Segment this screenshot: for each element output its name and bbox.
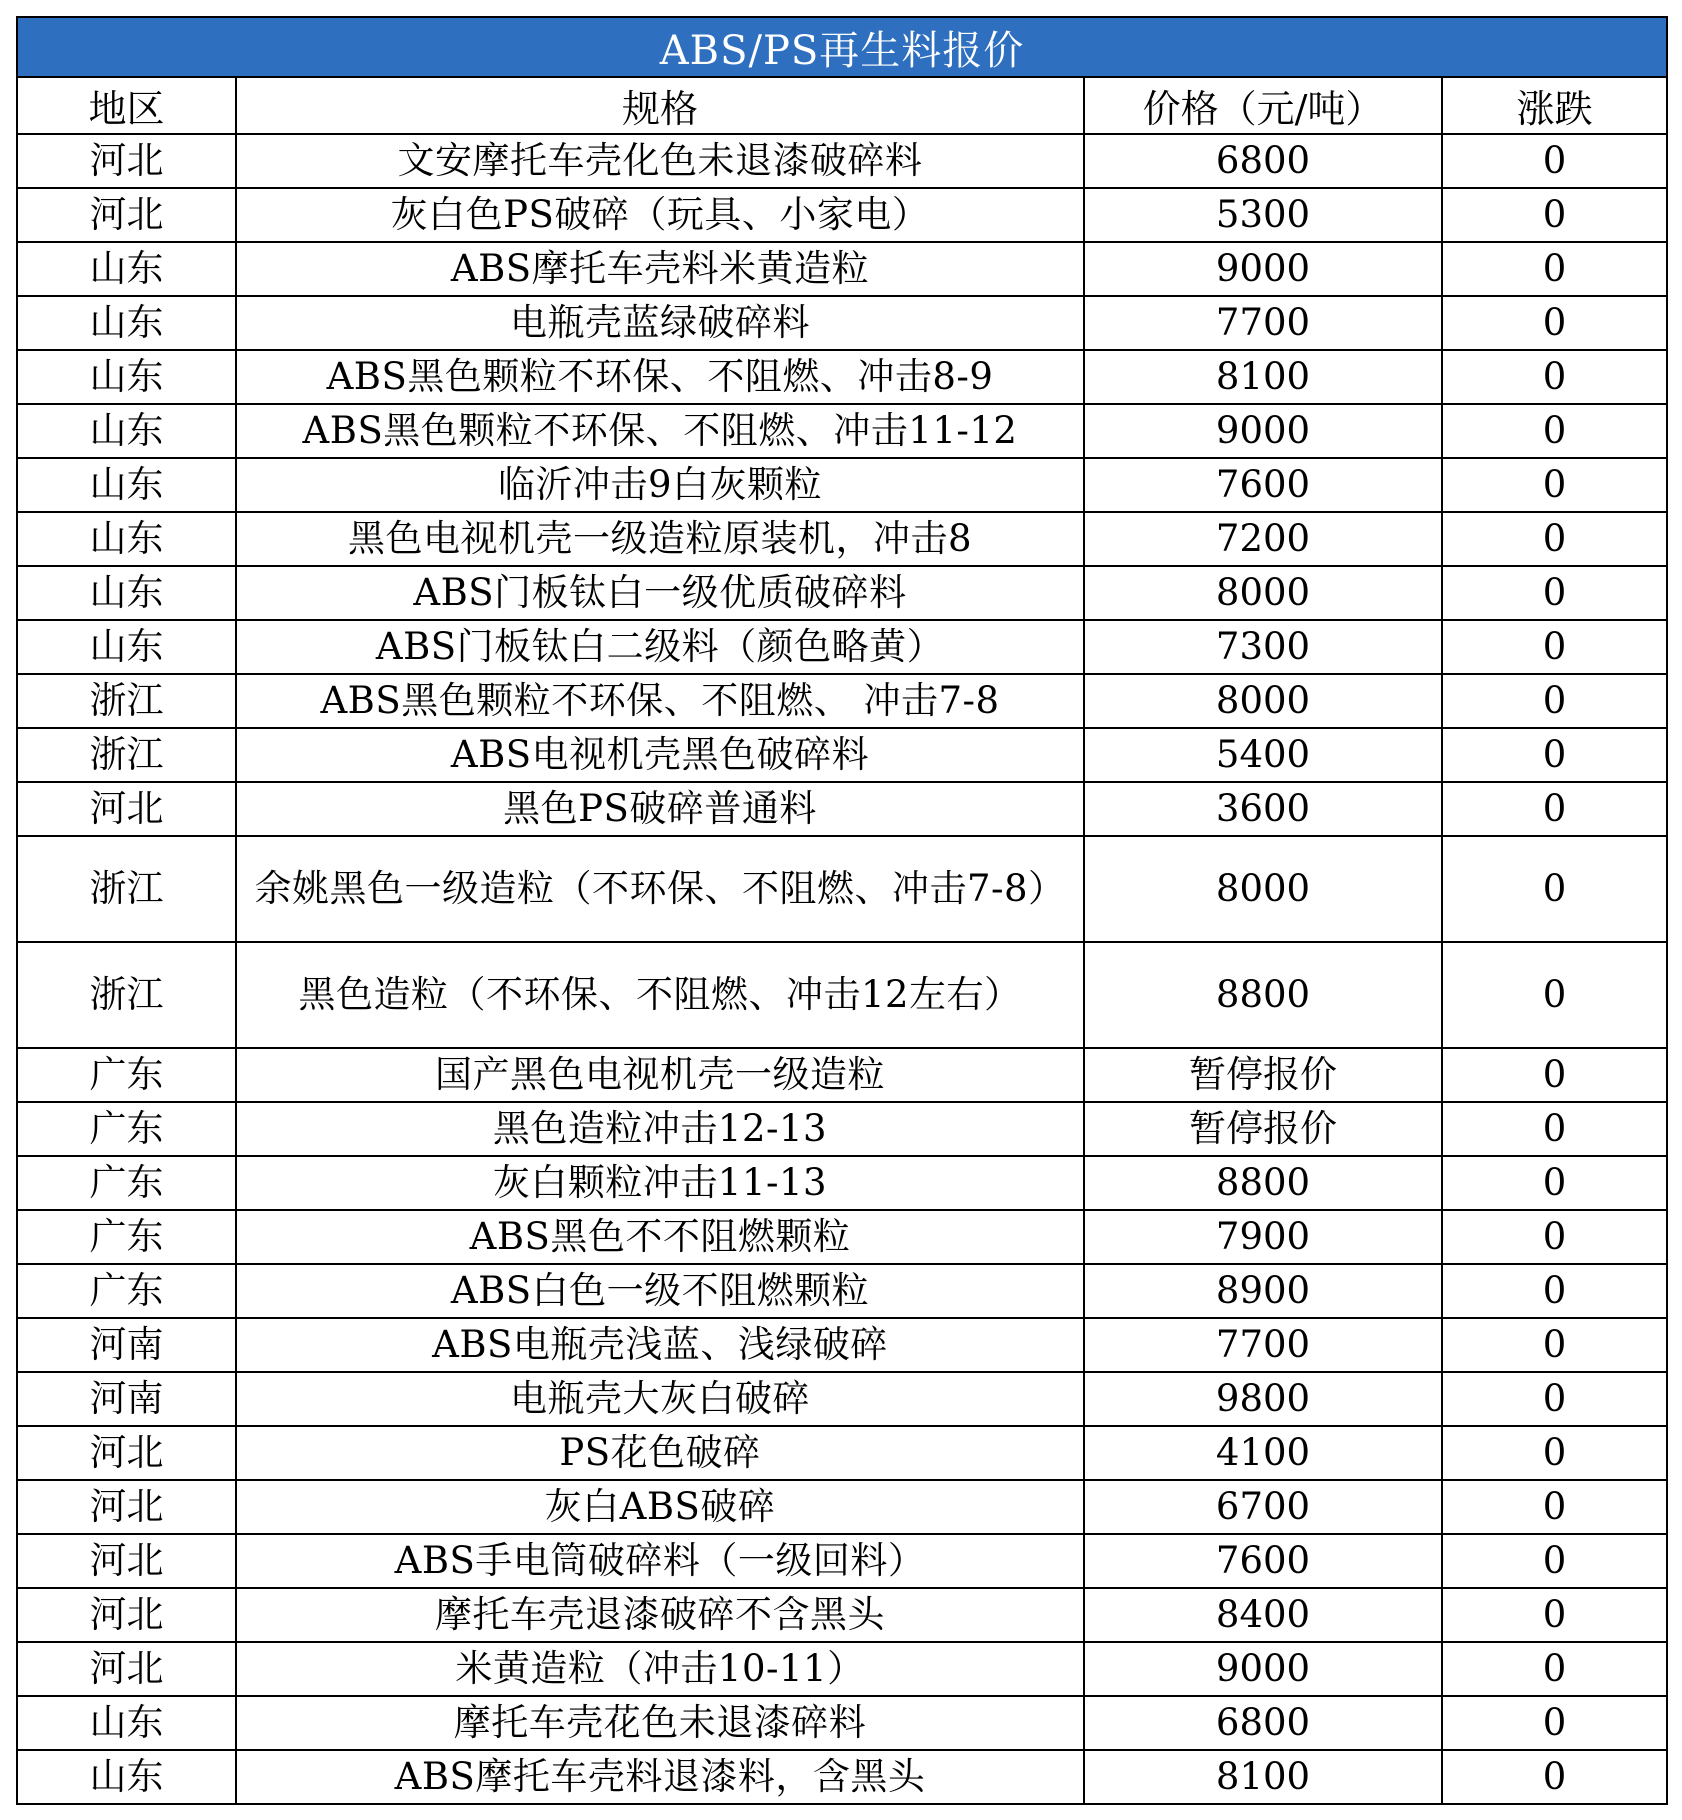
table-row (17, 1156, 1667, 1210)
spec-text: 黑色电视机壳一级造粒原装机，冲击8 (347, 517, 973, 560)
table-row (17, 404, 1667, 458)
table-row (17, 1210, 1667, 1264)
cell-change: 0 (1442, 836, 1667, 942)
spec-text: ABS电瓶壳浅蓝、浅绿破碎 (432, 1323, 888, 1366)
table-row (17, 566, 1667, 620)
header-row (17, 77, 1667, 134)
table-row (17, 134, 1667, 188)
cell-region: 山东 (17, 296, 236, 350)
cell-price: 9000 (1084, 404, 1442, 458)
cell-region: 广东 (17, 1210, 236, 1264)
cell-change: 0 (1442, 1048, 1667, 1102)
table-title: ABS/PS再生料报价 (17, 17, 1667, 77)
cell-change: 0 (1442, 134, 1667, 188)
table-row (17, 1264, 1667, 1318)
cell-price: 8000 (1084, 566, 1442, 620)
cell-spec (236, 728, 1084, 782)
table-row (17, 1426, 1667, 1480)
spec-text: 黑色造粒冲击12-13 (492, 1107, 828, 1150)
cell-region: 山东 (17, 620, 236, 674)
spec-text: PS花色破碎 (559, 1431, 761, 1474)
cell-change: 0 (1442, 1534, 1667, 1588)
table-body (17, 134, 1667, 1804)
table-row (17, 1534, 1667, 1588)
cell-region: 山东 (17, 566, 236, 620)
table-row (17, 620, 1667, 674)
cell-price: 6700 (1084, 1480, 1442, 1534)
cell-region: 河北 (17, 1426, 236, 1480)
cell-spec (236, 1372, 1084, 1426)
cell-spec (236, 782, 1084, 836)
spec-text: 临沂冲击9白灰颗粒 (497, 463, 823, 506)
cell-price: 7600 (1084, 1534, 1442, 1588)
cell-region: 河北 (17, 1534, 236, 1588)
spec-text: ABS门板钛白一级优质破碎料 (413, 571, 907, 614)
cell-price: 3600 (1084, 782, 1442, 836)
cell-spec (236, 134, 1084, 188)
cell-price: 8800 (1084, 942, 1442, 1048)
table-row (17, 512, 1667, 566)
cell-change: 0 (1442, 1696, 1667, 1750)
cell-spec (236, 1318, 1084, 1372)
cell-price: 8900 (1084, 1264, 1442, 1318)
table-row (17, 1750, 1667, 1804)
cell-price: 7700 (1084, 1318, 1442, 1372)
cell-region: 山东 (17, 404, 236, 458)
cell-change: 0 (1442, 566, 1667, 620)
cell-region: 河北 (17, 134, 236, 188)
spec-text: 摩托车壳花色未退漆碎料 (453, 1701, 867, 1744)
cell-spec (236, 1750, 1084, 1804)
cell-change: 0 (1442, 1750, 1667, 1804)
cell-change: 0 (1442, 1210, 1667, 1264)
cell-region: 山东 (17, 1696, 236, 1750)
table-row (17, 674, 1667, 728)
header-change: 涨跌 (1442, 77, 1667, 134)
cell-region: 河北 (17, 782, 236, 836)
cell-price: 6800 (1084, 134, 1442, 188)
table-row (17, 1372, 1667, 1426)
spec-text: 电瓶壳蓝绿破碎料 (510, 301, 810, 344)
cell-spec (236, 512, 1084, 566)
spec-text: 余姚黑色一级造粒（不环保、不阻燃、冲击7-8） (254, 867, 1066, 910)
cell-price: 8800 (1084, 1156, 1442, 1210)
cell-change: 0 (1442, 1264, 1667, 1318)
cell-region: 广东 (17, 1264, 236, 1318)
cell-spec (236, 566, 1084, 620)
table-row (17, 1588, 1667, 1642)
spec-text: ABS黑色颗粒不环保、不阻燃、冲击8-9 (326, 355, 994, 398)
cell-spec (236, 1534, 1084, 1588)
cell-change: 0 (1442, 728, 1667, 782)
cell-price: 8400 (1084, 1588, 1442, 1642)
table-row (17, 1102, 1667, 1156)
spec-text: 米黄造粒（冲击10-11） (455, 1647, 865, 1690)
cell-price: 4100 (1084, 1426, 1442, 1480)
spec-text: 文安摩托车壳化色未退漆破碎料 (397, 139, 923, 182)
cell-price: 8000 (1084, 836, 1442, 942)
spec-text: 电瓶壳大灰白破碎 (510, 1377, 810, 1420)
table-row (17, 782, 1667, 836)
header-region: 地区 (17, 77, 236, 134)
cell-spec (236, 404, 1084, 458)
cell-spec (236, 350, 1084, 404)
cell-region: 广东 (17, 1156, 236, 1210)
header-price: 价格（元/吨） (1084, 77, 1442, 134)
spec-text: 灰白色PS破碎（玩具、小家电） (390, 193, 930, 236)
cell-price: 8100 (1084, 350, 1442, 404)
table-row (17, 836, 1667, 942)
cell-change: 0 (1442, 1156, 1667, 1210)
cell-price: 9000 (1084, 242, 1442, 296)
cell-price: 7300 (1084, 620, 1442, 674)
cell-price: 7200 (1084, 512, 1442, 566)
cell-region: 河北 (17, 1642, 236, 1696)
spec-text: ABS手电筒破碎料（一级回料） (394, 1539, 926, 1582)
spec-text: 黑色造粒（不环保、不阻燃、冲击12左右） (298, 973, 1022, 1016)
cell-change: 0 (1442, 942, 1667, 1048)
cell-region: 河南 (17, 1372, 236, 1426)
table-row (17, 1642, 1667, 1696)
cell-spec (236, 1426, 1084, 1480)
cell-region: 浙江 (17, 942, 236, 1048)
cell-change: 0 (1442, 782, 1667, 836)
cell-change: 0 (1442, 674, 1667, 728)
cell-region: 山东 (17, 458, 236, 512)
spec-text: ABS黑色颗粒不环保、不阻燃、 冲击7-8 (320, 679, 1000, 722)
cell-change: 0 (1442, 296, 1667, 350)
cell-price: 5300 (1084, 188, 1442, 242)
cell-region: 广东 (17, 1102, 236, 1156)
cell-region: 河北 (17, 188, 236, 242)
cell-region: 浙江 (17, 674, 236, 728)
table-row (17, 942, 1667, 1048)
spec-text: ABS黑色颗粒不环保、不阻燃、冲击11-12 (302, 409, 1018, 452)
cell-region: 山东 (17, 1750, 236, 1804)
cell-change: 0 (1442, 1642, 1667, 1696)
cell-spec (236, 1156, 1084, 1210)
spec-text: 国产黑色电视机壳一级造粒 (435, 1053, 885, 1096)
spec-text: ABS摩托车壳料退漆料，含黑头 (394, 1755, 926, 1798)
cell-spec (236, 1642, 1084, 1696)
cell-spec (236, 1048, 1084, 1102)
cell-price: 7900 (1084, 1210, 1442, 1264)
cell-spec (236, 1102, 1084, 1156)
table-row (17, 1048, 1667, 1102)
cell-region: 山东 (17, 242, 236, 296)
cell-price: 暂停报价 (1084, 1102, 1442, 1156)
header-spec: 规格 (236, 77, 1084, 134)
cell-price: 7600 (1084, 458, 1442, 512)
cell-change: 0 (1442, 404, 1667, 458)
cell-change: 0 (1442, 188, 1667, 242)
cell-price: 暂停报价 (1084, 1048, 1442, 1102)
cell-region: 河北 (17, 1480, 236, 1534)
cell-change: 0 (1442, 1318, 1667, 1372)
cell-spec (236, 1480, 1084, 1534)
table-row (17, 1480, 1667, 1534)
spec-text: 黑色PS破碎普通料 (503, 787, 817, 830)
cell-price: 8000 (1084, 674, 1442, 728)
cell-price: 9000 (1084, 1642, 1442, 1696)
cell-region: 浙江 (17, 836, 236, 942)
cell-price: 5400 (1084, 728, 1442, 782)
table-row (17, 458, 1667, 512)
spec-text: 摩托车壳退漆破碎不含黑头 (435, 1593, 885, 1636)
spec-text: 灰白ABS破碎 (544, 1485, 776, 1528)
table-row (17, 728, 1667, 782)
cell-spec (236, 1696, 1084, 1750)
table-row (17, 296, 1667, 350)
cell-region: 浙江 (17, 728, 236, 782)
cell-spec (236, 188, 1084, 242)
spec-text: ABS黑色不不阻燃颗粒 (469, 1215, 851, 1258)
cell-region: 山东 (17, 512, 236, 566)
spec-text: ABS摩托车壳料米黄造粒 (450, 247, 870, 290)
cell-price: 9800 (1084, 1372, 1442, 1426)
table-row (17, 242, 1667, 296)
cell-spec (236, 942, 1084, 1048)
cell-spec (236, 620, 1084, 674)
cell-region: 河北 (17, 1588, 236, 1642)
cell-region: 山东 (17, 350, 236, 404)
cell-spec (236, 1588, 1084, 1642)
cell-spec (236, 1210, 1084, 1264)
cell-price: 6800 (1084, 1696, 1442, 1750)
cell-price: 7700 (1084, 296, 1442, 350)
cell-spec (236, 458, 1084, 512)
cell-change: 0 (1442, 1588, 1667, 1642)
cell-spec (236, 674, 1084, 728)
table-row (17, 1696, 1667, 1750)
cell-region: 广东 (17, 1048, 236, 1102)
cell-change: 0 (1442, 1480, 1667, 1534)
cell-change: 0 (1442, 1372, 1667, 1426)
spec-text: ABS白色一级不阻燃颗粒 (450, 1269, 870, 1312)
cell-price: 8100 (1084, 1750, 1442, 1804)
price-table (16, 16, 1668, 1805)
cell-spec (236, 296, 1084, 350)
spec-text: ABS门板钛白二级料（颜色略黄） (375, 625, 945, 668)
cell-change: 0 (1442, 242, 1667, 296)
cell-change: 0 (1442, 512, 1667, 566)
cell-change: 0 (1442, 350, 1667, 404)
cell-region: 河南 (17, 1318, 236, 1372)
table-row (17, 1318, 1667, 1372)
cell-spec (236, 1264, 1084, 1318)
cell-change: 0 (1442, 1102, 1667, 1156)
cell-spec (236, 242, 1084, 296)
table-row (17, 350, 1667, 404)
spec-text: 灰白颗粒冲击11-13 (492, 1161, 828, 1204)
cell-change: 0 (1442, 1426, 1667, 1480)
spec-text: ABS电视机壳黑色破碎料 (450, 733, 870, 776)
cell-spec (236, 836, 1084, 942)
cell-change: 0 (1442, 620, 1667, 674)
table-row (17, 188, 1667, 242)
cell-change: 0 (1442, 458, 1667, 512)
